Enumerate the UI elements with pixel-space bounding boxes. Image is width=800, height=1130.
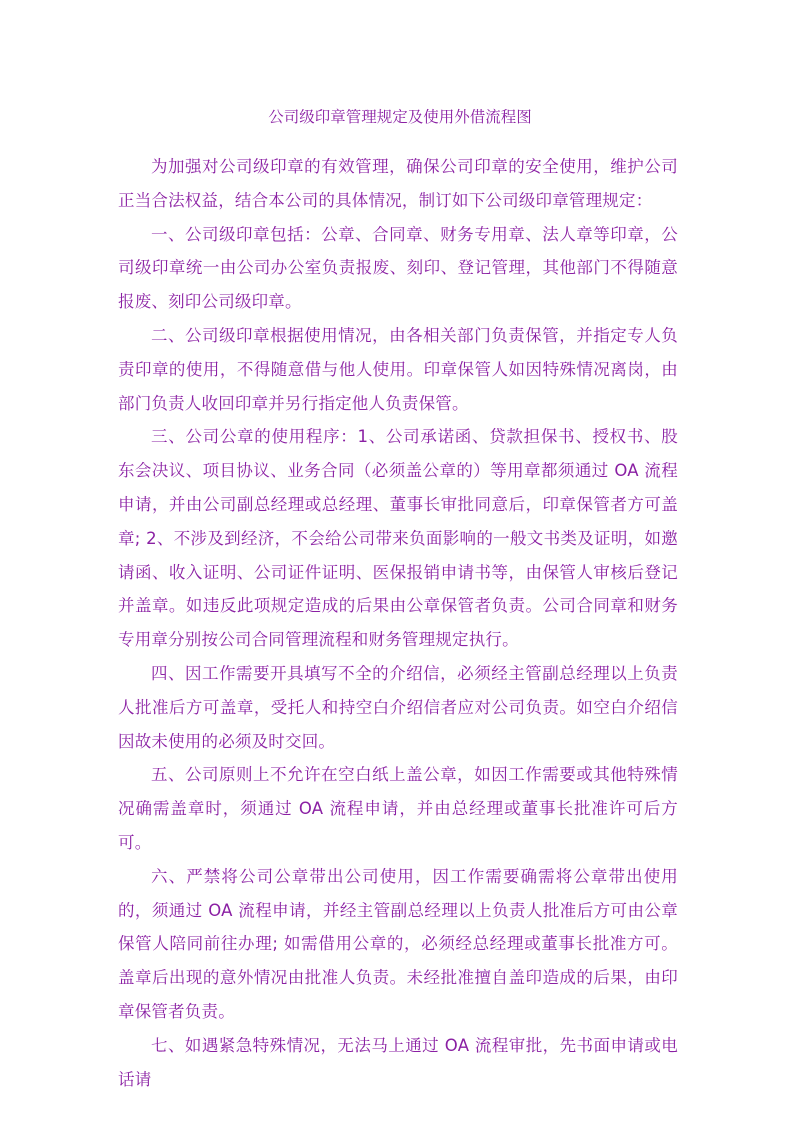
- document-body: [118, 150, 678, 1096]
- paragraph-section-6: 六、严禁将公司公章带出公司使用，因工作需要确需将公章带出使用的，须通过 OA 流程申请，并经主管副总经理以上负责人批准后方可由公章保管人陪同前往办理; 如需借用公章的，必须经总经理或董事长批准方可。盖章后出现的意外情况由批准人负责。未经批准擅自盖印造成的后果，由印章保管者负责。: [118, 866, 678, 1021]
- document-title: 公司级印章管理规定及使用外借流程图: [268, 108, 532, 126]
- paragraph-section-4: 四、因工作需要开具填写不全的介绍信，必须经主管副总经理以上负责人批准后方可盖章，受托人和持空白介绍信者应对公司负责。如空白介绍信因故未使用的必须及时交回。: [118, 663, 678, 751]
- paragraph-section-2: 二、公司级印章根据使用情况，由各相关部门负责保管，并指定专人负责印章的使用，不得随意借与他人使用。印章保管人如因特殊情况离岗，由部门负责人收回印章并另行指定他人负责保管。: [118, 325, 678, 413]
- paragraph-section-5: 五、公司原则上不允许在空白纸上盖公章，如因工作需要或其他特殊情况确需盖章时，须通过 OA 流程申请，并由总经理或董事长批准许可后方可。: [118, 765, 678, 852]
- paragraph-section-1: 一、公司级印章包括：公章、合同章、财务专用章、法人章等印章，公司级印章统一由公司办公室负责报废、刻印、登记管理，其他部门不得随意报废、刻印公司级印章。: [118, 224, 678, 312]
- paragraph-section-3: 三、公司公章的使用程序：1、公司承诺函、贷款担保书、授权书、股东会决议、项目协议、业务合同（必须盖公章的）等用章都须通过 OA 流程申请，并由公司副总经理或总经理、董事长审批同意后，印章保管者方可盖章; 2、不涉及到经济，不会给公司带来负面影响的一般文书类及证明，如邀请函、收入证明、公司证件证明、医保报销申请书等，由保管人审核后登记并盖章。如违反此项规定造成的后果由公章保管者负责。公司合同章和财务专用章分别按公司合同管理流程和财务管理规定执行。: [118, 427, 678, 650]
- paragraph-intro: 为加强对公司级印章的有效管理，确保公司印章的安全使用，维护公司正当合法权益，结合本公司的具体情况，制订如下公司级印章管理规定：: [118, 157, 678, 210]
- paragraph-section-7: 七、如遇紧急特殊情况，无法马上通过 OA 流程审批，先书面申请或电话请: [118, 1035, 678, 1089]
